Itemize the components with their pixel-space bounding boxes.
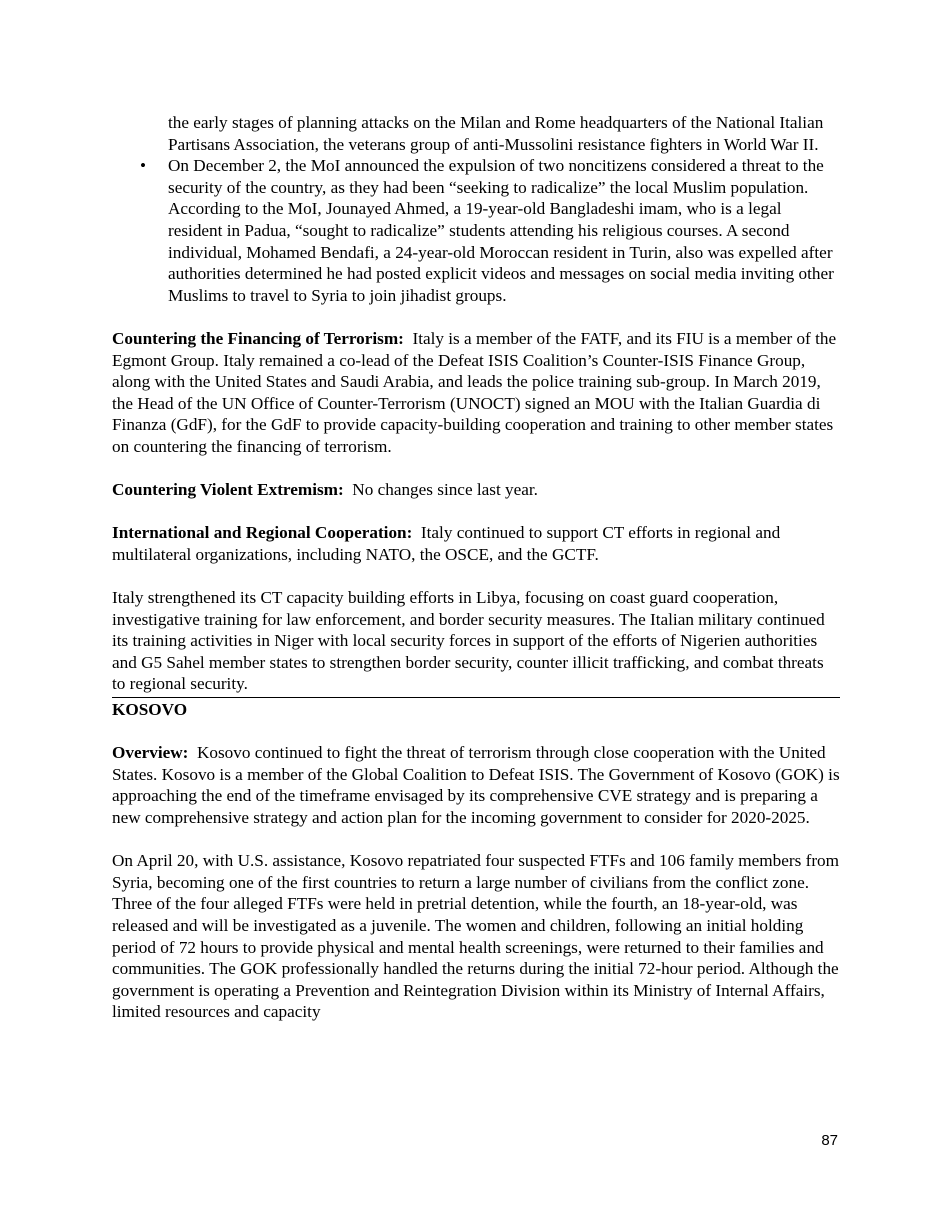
overview-text: Kosovo continued to fight the threat of terrorism through close cooperation with the United States. Kosovo is a member of the Global Coalition to Defeat ISIS. The Government of Kosovo (GOK) is approaching the end of the timeframe envisaged by its comprehensive CVE strategy and is preparing a new comprehensive strategy and action plan for the incoming government to consider for 2020-2025.: [112, 743, 840, 827]
cft-text: Italy is a member of the FATF, and its FIU is a member of the Egmont Group. Italy remained a co-lead of the Defeat ISIS Coalition’s Counter-ISIS Finance Group, along with the United States and Saudi Arabia, and leads the police training sub-group. In March 2019, the Head of the UN Office of Counter-Terrorism (UNOCT) signed an MOU with the Italian Guardia di Finanza (GdF), for the GdF to provide capacity-building cooperation and training to other member states on countering the financing of terrorism.: [112, 328, 837, 456]
overview-label: Overview:: [112, 743, 189, 763]
bullet-list: [112, 155, 840, 306]
irc-label: International and Regional Cooperation:: [112, 523, 413, 543]
cft-paragraph: [112, 328, 840, 458]
italy-libya-paragraph: Italy strengthened its CT capacity building efforts in Libya, focusing on coast guard cooperation, investigative training for law enforcement, and border security measures. The Italian military continued its training activities in Niger with local security forces in support of the efforts of Nigerien authorities and G5 Sahel member states to strengthen border security, counter illicit trafficking, and combat threats to regional security.: [112, 588, 825, 694]
document-body: [112, 112, 840, 1023]
kosovo-repatriation-paragraph: On April 20, with U.S. assistance, Kosovo repatriated four suspected FTFs and 106 family members from Syria, becoming one of the first countries to return a large number of civilians from the conflict zone. Three of the four alleged FTFs were held in pretrial detention, while the fourth, an 18-year-old, was released and will be investigated as a juvenile. The women and children, following an initial holding period of 72 hours to provide physical and mental health screenings, were returned to their families and communities. The GOK professionally handled the returns during the initial 72-hour period. Although the government is operating a Prevention and Reintegration Division within its Ministry of Internal Affairs, limited resources and capacity: [112, 851, 840, 1022]
page-number: 87: [821, 1132, 838, 1149]
kosovo-overview-paragraph: [112, 742, 840, 828]
cft-label: Countering the Financing of Terrorism:: [112, 328, 404, 348]
irc-paragraph: [112, 522, 840, 565]
cve-text: No changes since last year.: [352, 480, 538, 500]
continuation-paragraph: the early stages of planning attacks on the Milan and Rome headquarters of the National Italian Partisans Association, the veterans group of anti-Mussolini resistance fighters in World War II.: [168, 113, 824, 154]
cve-label: Countering Violent Extremism:: [112, 480, 344, 500]
list-item: [112, 155, 840, 306]
cve-paragraph: [112, 479, 840, 501]
bullet-icon: •: [140, 156, 147, 176]
irc-text: Italy continued to support CT efforts in regional and multilateral organizations, including NATO, the OSCE, and the GCTF.: [112, 523, 781, 564]
section-heading-kosovo: KOSOVO: [112, 700, 188, 720]
bullet-text: On December 2, the MoI announced the expulsion of two noncitizens considered a threat to the security of the country, as they had been “seeking to radicalize” the local Muslim population. According to the MoI, Jounayed Ahmed, a 19-year-old Bangladeshi imam, who is a legal resident in Padua, “sought to radicalize” students attending his religious courses. A second individual, Mohamed Bendafi, a 24-year-old Moroccan resident in Turin, also was expelled after authorities determined he had posted explicit videos and messages on social media inviting other Muslims to travel to Syria to join jihadist groups.: [168, 156, 834, 305]
section-divider: [112, 697, 840, 698]
